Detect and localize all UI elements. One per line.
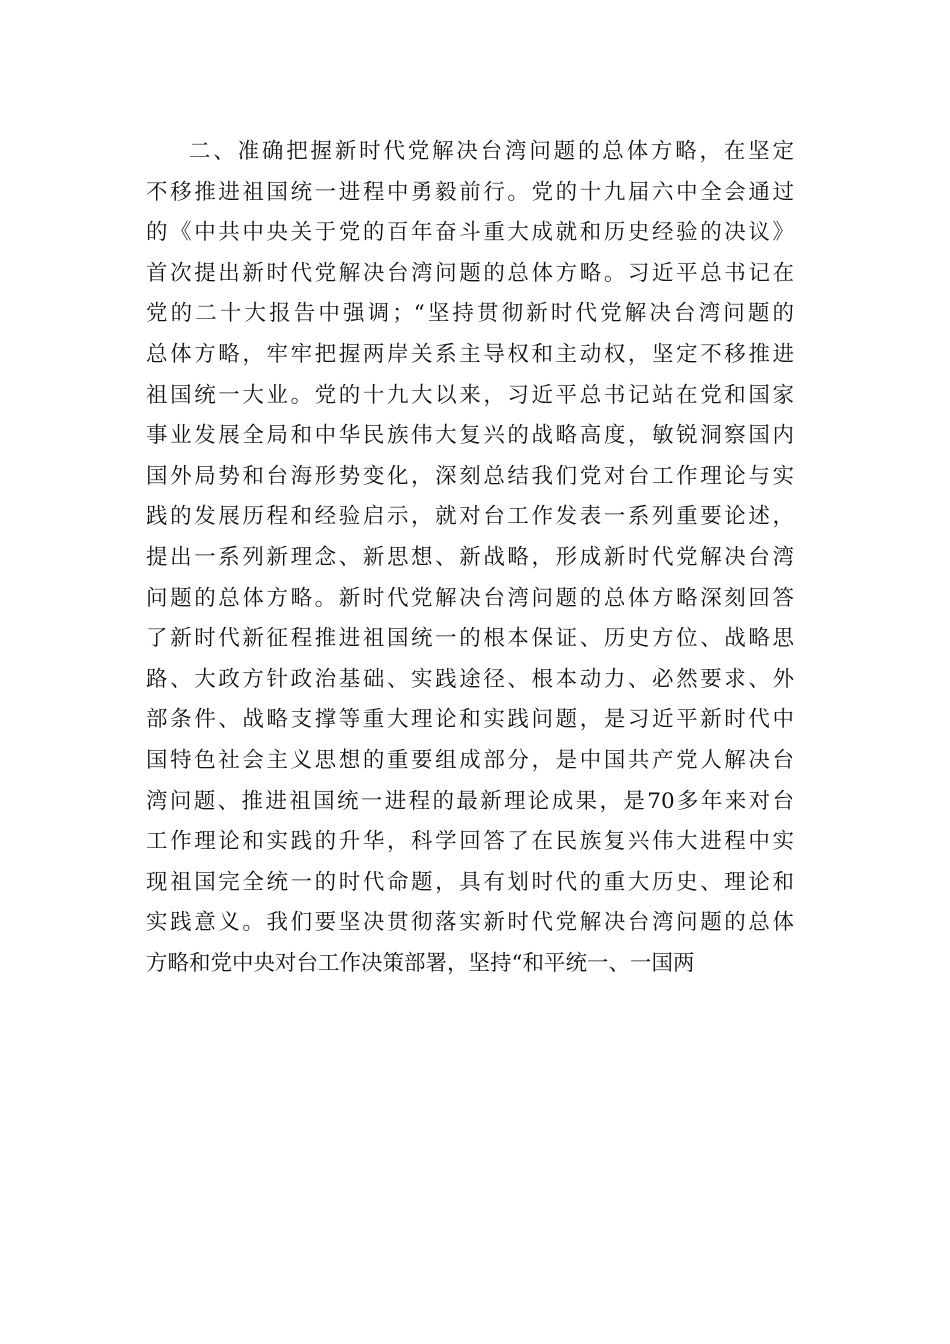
text-line: 不移推进祖国统一进程中勇毅前行。党的十九届六中全会通过 <box>146 179 794 205</box>
text-line: 国外局势和台海形势变化，深刻总结我们党对台工作理论与实 <box>146 463 794 489</box>
text-line: 提出一系列新理念、新思想、新战略，形成新时代党解决台湾 <box>146 544 794 570</box>
text-line: 事业发展全局和中华民族伟大复兴的战略高度，敏锐洞察国内 <box>146 423 794 449</box>
text-line: 工作理论和实践的升华，科学回答了在民族复兴伟大进程中实 <box>146 829 794 855</box>
text-line: 总体方略，牢牢把握两岸关系主导权和主动权，坚定不移推进 <box>146 341 794 367</box>
text-line: 实践意义。我们要坚决贯彻落实新时代党解决台湾问题的总体 <box>146 910 794 936</box>
text-line: 祖国统一大业。党的十九大以来，习近平总书记站在党和国家 <box>146 382 794 408</box>
text-line: 二、准确把握新时代党解决台湾问题的总体方略，在坚定 <box>189 139 794 164</box>
text-line: 路、大政方针政治基础、实践途径、根本动力、必然要求、外 <box>146 666 794 692</box>
body-paragraph <box>146 132 794 984</box>
text-line: 方略和党中央对台工作决策部署，坚持“和平统一、一国两 <box>146 950 695 976</box>
text-line: 问题的总体方略。新时代党解决台湾问题的总体方略深刻回答 <box>146 585 794 611</box>
text-line: 了新时代新征程推进祖国统一的根本保证、历史方位、战略思 <box>146 626 794 652</box>
text-line: 首次提出新时代党解决台湾问题的总体方略。习近平总书记在 <box>146 260 794 286</box>
text-line: 党的二十大报告中强调；“坚持贯彻新时代党解决台湾问题的 <box>146 301 794 327</box>
text-line: 国特色社会主义思想的重要组成部分，是中国共产党人解决台 <box>146 747 794 773</box>
text-line: 现祖国完全统一的时代命题，具有划时代的重大历史、理论和 <box>146 869 794 895</box>
text-line: 践的发展历程和经验启示，就对台工作发表一系列重要论述， <box>146 504 794 530</box>
text-line: 部条件、战略支撑等重大理论和实践问题，是习近平新时代中 <box>146 707 794 733</box>
text-line: 湾问题、推进祖国统一进程的最新理论成果，是70多年来对台 <box>146 788 794 814</box>
text-line: 的《中共中央关于党的百年奋斗重大成就和历史经验的决议》 <box>146 220 794 246</box>
